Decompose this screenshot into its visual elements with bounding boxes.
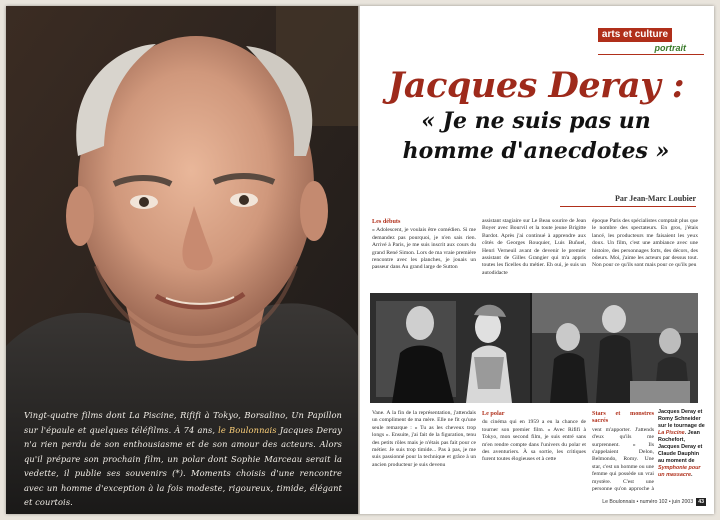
right-page — [360, 6, 714, 514]
column-text: Vane. À la fin de la représentation, j'attendais un compliment de ma mère. Elle ne fit qu'une seule remarque : « Tu as les cheveux trop longs ». Ensuite, j'ai fait de la figuration, tenu des petits rôles mais je n'étais pas fait pour ce métier. Je suis trop timide... Pas à pas, je me suis passionné pour la technique et grâce à un ancien producteur je suis devenu — [372, 410, 476, 468]
headline-quote-1: « Je ne suis pas un — [421, 108, 651, 134]
photo-caption-text: Jacques Deray et Romy Schneider sur le tournage de — [658, 409, 705, 429]
section-tag-main: arts et culture — [598, 28, 672, 42]
magazine-spread — [6, 6, 714, 514]
photo-caption — [658, 409, 706, 479]
headline-name: Jacques Deray : — [387, 65, 685, 106]
column-text: époque Paris des spécialistes comptait plus que le nombre des spectateurs. En gros, j'étais lancé, les producteurs me faisaient les yeux doux. Un film, c'est une ambiance avec une histoire, des personnages forts, des décors, des odeurs. Moi, j'aime les acteurs par dessus tout. Non pour ce qu'ils sont mais pour ce qu'ils peu — [592, 218, 698, 269]
byline-rule — [560, 206, 696, 207]
page-number: 43 — [698, 499, 704, 505]
caption-text-2: Jacques Deray n'a rien perdu de son enthousiasme et de son amour des acteurs. Alors qu'il prépare son prochain film, un polar dont Sophie Marceau serait la vedette, il publie ses souvenirs (*). Moments choisis d'une rencontre avec un homme d'exception à la fois modeste, rigoureux, timide, élégant et courtois. — [24, 424, 342, 507]
caption-text-1: Vingt-quatre films dont La Piscine, Rififi à Tokyo, Borsalino, Un Papillon sur l'épaule et quelques téléfilms. À 74 ans, — [24, 410, 342, 435]
headline-quote-2: homme d'anecdotes » — [402, 138, 670, 164]
footer-text: Le Boulonnais • numéro 102 • juin 2003 — [602, 499, 694, 505]
column-subhead: Les débuts — [372, 218, 401, 225]
photo-caption-text: . — [690, 472, 693, 478]
section-tag-rule — [598, 54, 704, 55]
article-column — [372, 410, 476, 492]
photo-caption-text: . Jean Rochefort, Jacques Deray et Claude Dauphin au moment de — [658, 430, 703, 464]
left-page — [6, 6, 358, 514]
photo-caption-film: Symphonie pour un massacre — [658, 465, 701, 478]
column-text: « Adolescent, je voulais être comédien. Si me demandez pas pourquoi, je n'en sais rien. Arrivé à Paris, je me suis inscrit aux cours du grand René Simon. Lors de ma vraie première rencontre avec les planches, je jouais un passeur dans Au grand large de Sutton — [372, 227, 476, 271]
column-subhead: Stars et monstres sacrés — [592, 410, 654, 425]
headline — [376, 66, 696, 166]
photo-strip — [370, 293, 698, 403]
page-footer — [580, 498, 706, 506]
article-column — [592, 410, 654, 492]
article-column — [482, 218, 586, 286]
photo-caption-film: La Piscine — [658, 430, 685, 436]
column-text: du cinéma qui en 1959 a eu la chance de tourner son premier film. « Avec Rififi à Tokyo, mon second film, je suis entré sans m'en rendre compte dans l'univers du polar et des aventuriers. À sa sortie, les critiques furent toutes élogieuses et à cette — [482, 419, 586, 463]
article-column — [592, 218, 698, 286]
article-column — [482, 410, 586, 492]
intro-caption — [24, 408, 342, 510]
article-column — [372, 218, 476, 286]
section-tag-sub: portrait — [654, 43, 686, 53]
caption-highlight: le Boulonnais — [218, 424, 277, 435]
byline: Par Jean-Marc Loubier — [614, 194, 696, 203]
column-text: vent m'apporter. J'attends d'eux qu'ils me surprennent. « Ils s'appelaient Delon, Belmondo, Romy. Une star, c'est un homme ou une femme qui possède un vrai mystère. C'est une personne qu'on approche à — [592, 426, 654, 492]
column-text: assistant stagiaire sur Le Beau sourire de Jean Boyer avec Bourvil et la toute jeune Brigitte Bardot. Après j'ai continué à apprendre aux côtés de Georges Rouquier, Luis Buñuel, Henri Verneuil avant de devenir le premier assistant de Gilles Grangier qui m'a appris toutes les ficelles du métier. Eh oui, je suis un autodidacte — [482, 218, 586, 276]
column-subhead: Le polar — [482, 410, 505, 417]
